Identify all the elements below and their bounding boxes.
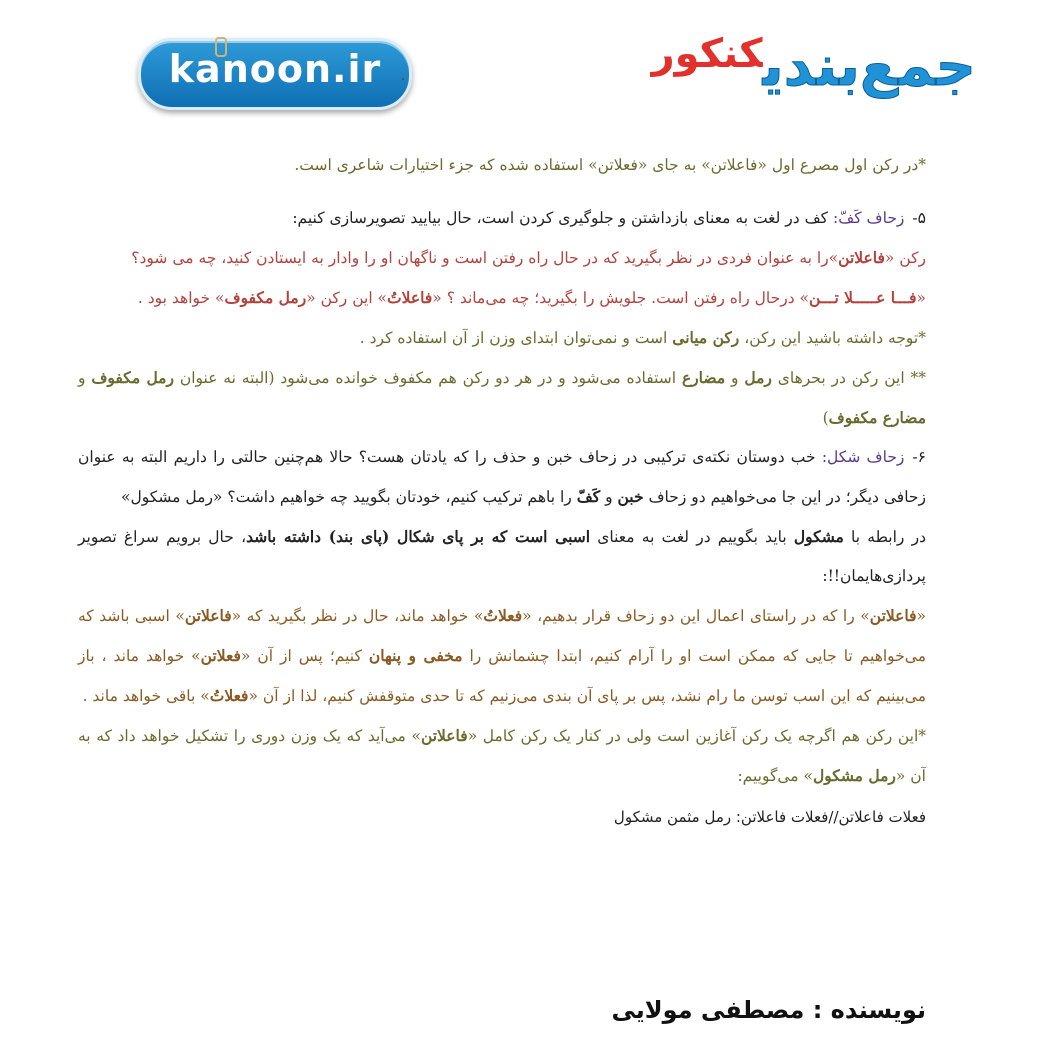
- jambandi-konkur-logo: [651, 31, 976, 99]
- section-5-text: کف در لغت به معنای بازداشتن و جلوگیری کردن است، حال بیایید تصویرسازی کنیم:: [292, 209, 829, 227]
- section-5-term: زحاف کَفّ:: [832, 209, 905, 227]
- section-6-heading: ۶-زحاف شکل: خب دوستان نکته‌ی ترکیبی در زحاف خبن و حذف را که یادتان هست؟ حالا هم‌چنین حالتی را داریم البته به عنوان زحافی دیگر؛ در این جا می‌خواهیم دو زحاف خبن و کَفّ را باهم ترکیب کنیم، خودتان بگویید چه خواهیم داشت؟ «رمل مشکول»: [78, 438, 926, 517]
- section-5-note-2: ** این رکن در بحرهای رمل و مضارع استفاده می‌شود و در هر دو رکن هم مکفوف خوانده می‌شود (البته نه عنوان رمل مکفوف و مضارع مکفوف): [78, 368, 927, 427]
- section-6-paragraph-3: «فاعلاتن» را که در راستای اعمال این دو زحاف قرار بدهیم، «فعلاتُ» خواهد ماند، حال در نظر بگیرید که «فاعلاتن» اسبی باشد که می‌خواهیم تا جایی که ممکن است او را آرام کنیم، ابتدا چشمانش را مخفی و پنهان کنیم؛ پس از آن «فعلاتن» خواهد ماند ، باز می‌بینیم که این اسب توسن ما رام نشد، پس بر پای آن بندی می‌زنیم که تا حدی متوقفش کنیم، لذا از آن «فعلاتُ» باقی خواهد ماند .: [78, 606, 926, 705]
- section-6-paragraph-4: *این رکن هم اگرچه یک رکن آغازین است ولی در کنار یک رکن کامل «فاعلاتن» می‌آید که یک وزن دوری را تشکیل خواهد داد که به آن «رمل مشکول» می‌گوییم:: [78, 726, 927, 785]
- section-5-number: ۵-: [912, 209, 926, 227]
- logo-title-accent: کنکور: [651, 31, 763, 77]
- author-line: نویسنده : مصطفی مولایی: [611, 996, 926, 1024]
- logo-title-main: جمع‌بندی: [762, 34, 976, 99]
- section-6-number: ۶-: [912, 448, 926, 466]
- section-5-note-1: *توجه داشته باشید این رکن، رکن میانی است و نمی‌توان ابتدای وزن از آن استفاده کرد .: [359, 328, 926, 347]
- section-5-paragraph-b: «فـــا عـــــلا تـــن» درحال راه رفتن است. جلویش را بگیرید؛ چه می‌ماند ؟ «فاعلاتُ» این رکن «رمل مکفوف» خواهد بود .: [137, 288, 926, 307]
- decor-dot: [402, 78, 404, 80]
- note-paragraph-1: *در رکن اول مصرع اول «فاعلاتن» به جای «فعلاتن» استفاده شده که جزء اختیارات شاعری است.: [294, 156, 926, 174]
- meter-formula: فعلات فاعلاتن//فعلات فاعلاتن: رمل مثمن مشکول: [613, 808, 926, 826]
- section-5-paragraph-a: رکن «فاعلاتن»را به عنوان فردی در نظر بگیرید که در حال راه رفتن است و ناگهان او را وادار به ایستادن کنید، چه می شود؟: [131, 248, 926, 267]
- section-6-term: زحاف شکل:: [821, 448, 905, 466]
- section-5-heading: [78, 199, 926, 238]
- section-6-paragraph-2: در رابطه با مشکول باید بگوییم در لغت به معنای اسبی است که بر پای شکال (پای بند) داشته باشد، حال برویم سراغ تصویر پردازی‌هایمان!!:: [78, 527, 926, 585]
- document-body: [78, 146, 926, 847]
- kanoon-logo: [138, 38, 412, 110]
- kanoon-logo-text: kanoon.ir: [168, 47, 382, 91]
